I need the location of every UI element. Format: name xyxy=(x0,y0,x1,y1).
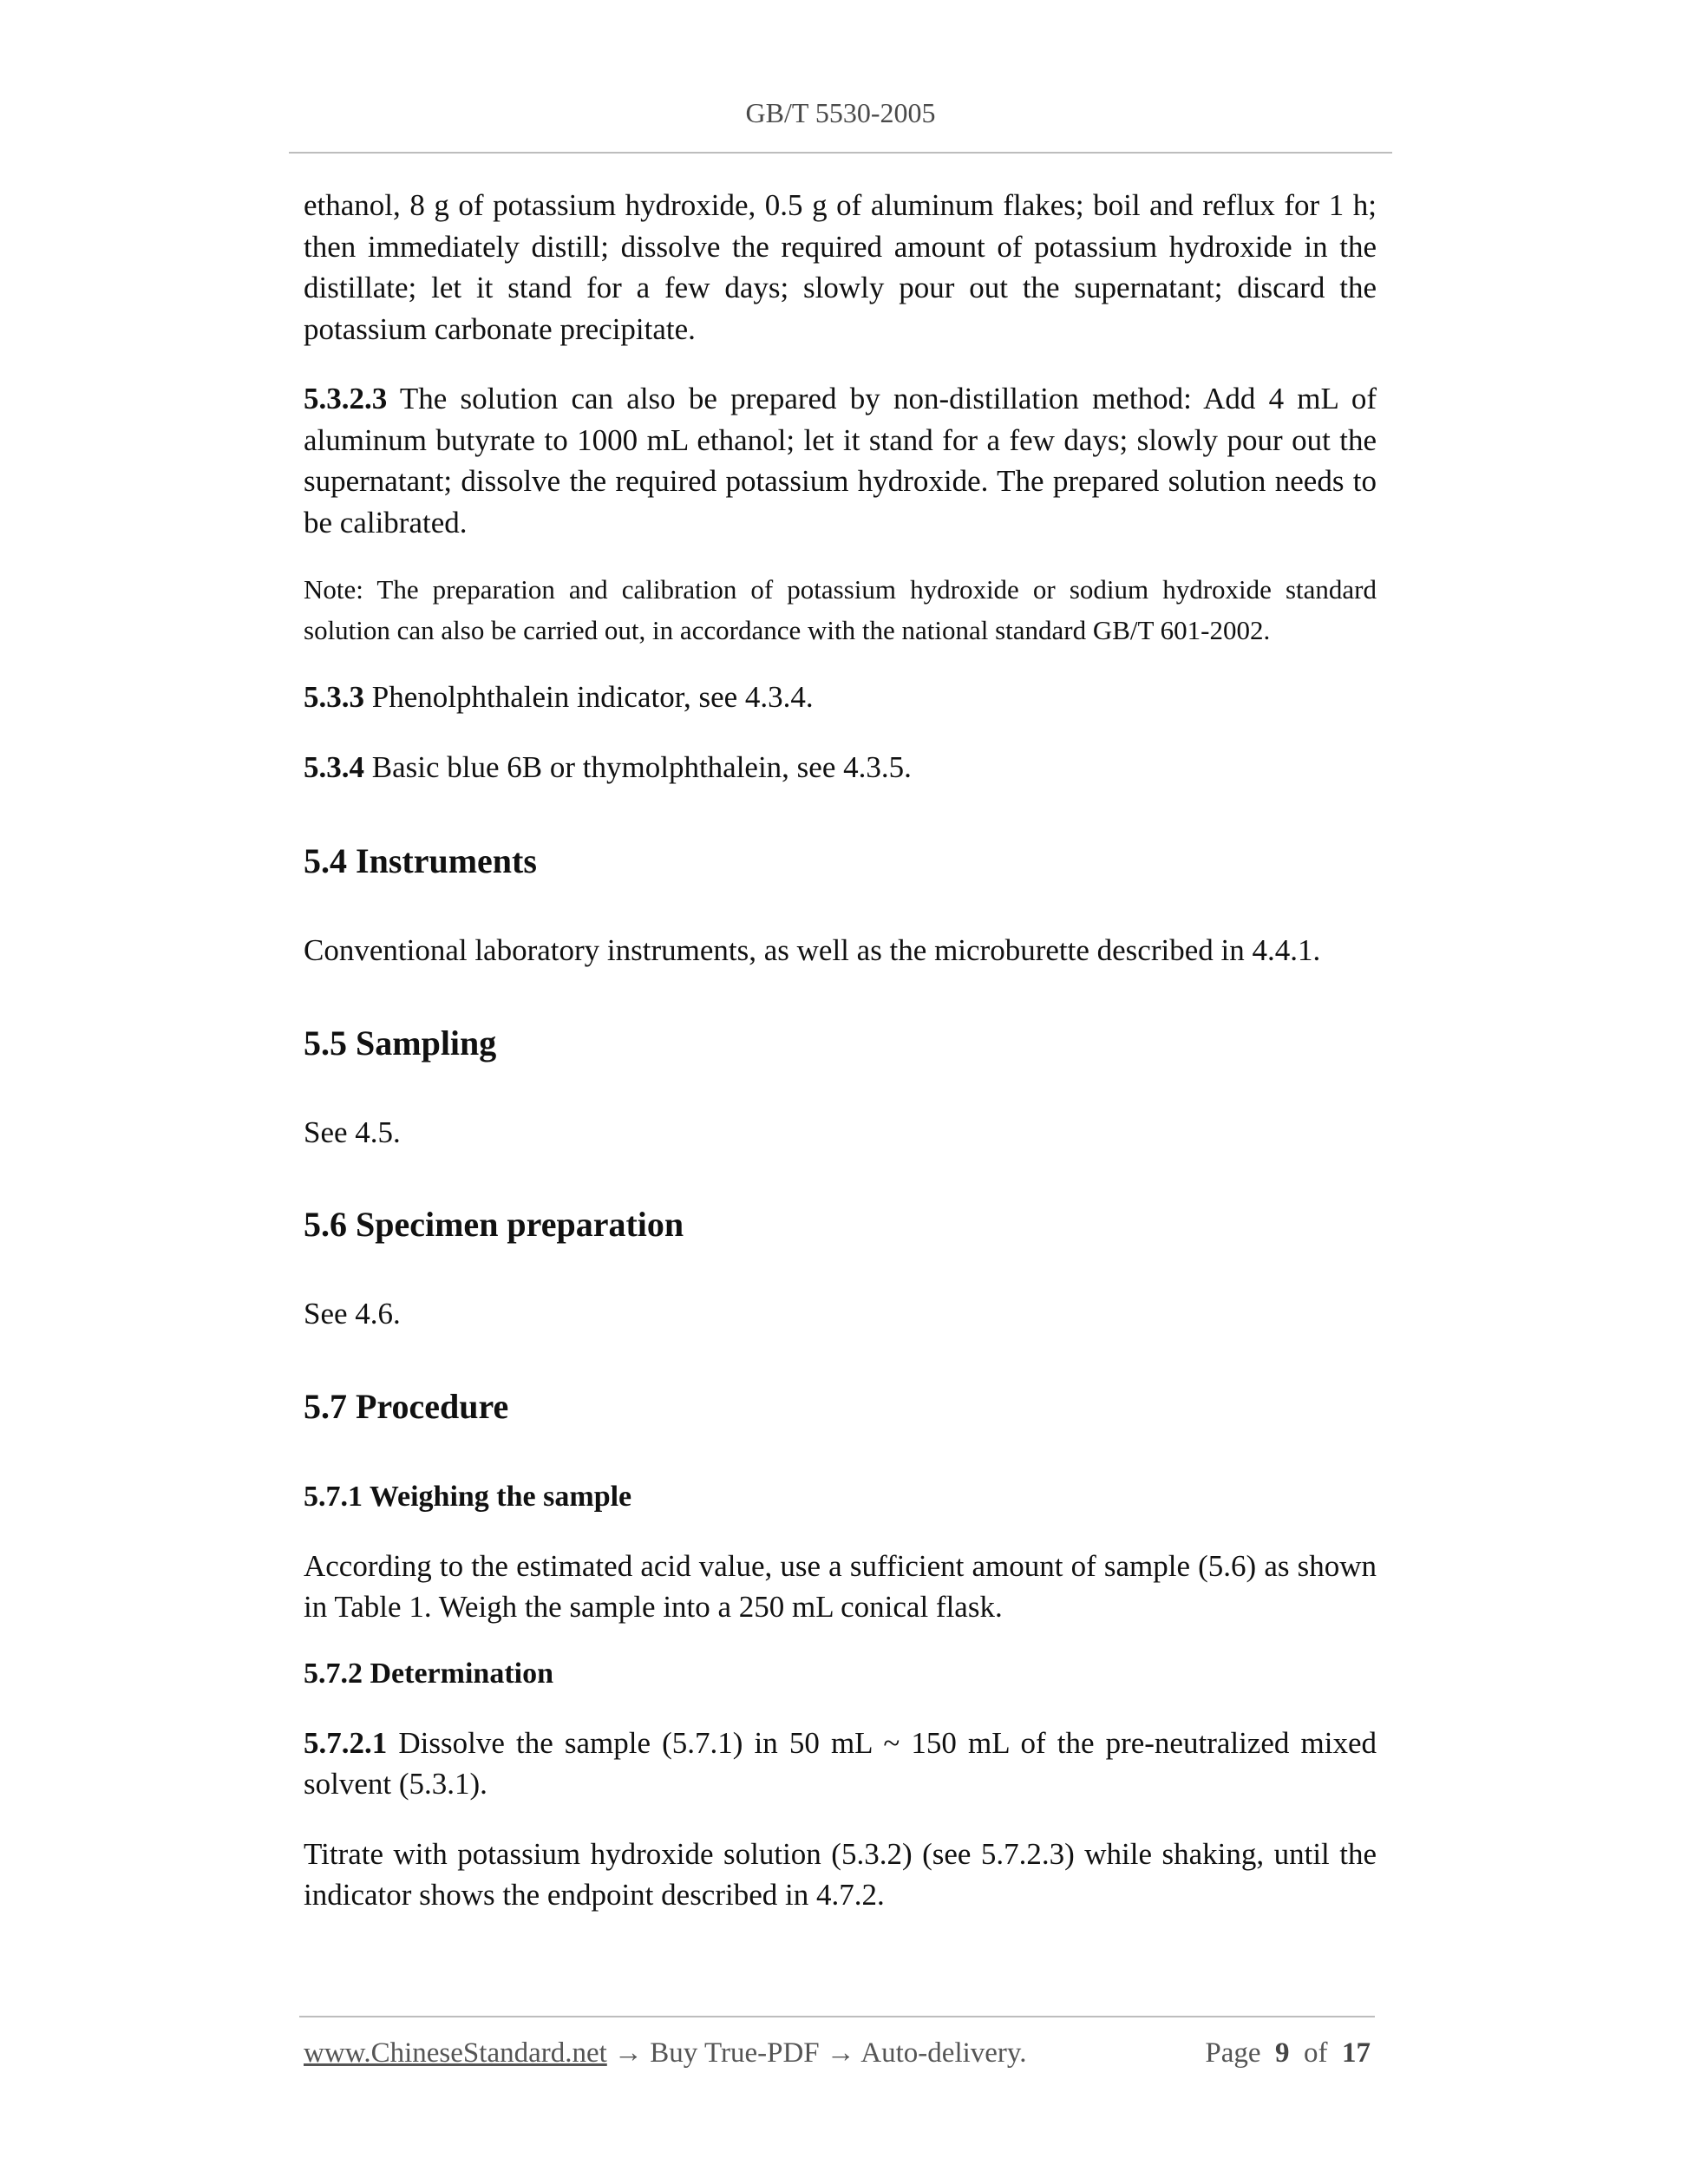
paragraph-instruments: Conventional laboratory instruments, as well as the microburette described in 4.4.1. xyxy=(304,933,1321,967)
section-heading-5-7: 5.7 Procedure xyxy=(304,1386,509,1426)
section-heading-5-4: 5.4 Instruments xyxy=(304,841,537,880)
website-link[interactable]: www.ChineseStandard.net xyxy=(304,2037,607,2069)
header-divider xyxy=(289,152,1392,154)
subsection-heading-5-7-2: 5.7.2 Determination xyxy=(304,1657,554,1690)
paragraph-titrate: Titrate with potassium hydroxide solution (5.3.2) (see 5.7.2.3) while shaking, until the indicator shows the endpoint described in 4.7.2. xyxy=(304,1836,1377,1912)
subsection-heading-5-7-1: 5.7.1 Weighing the sample xyxy=(304,1480,632,1513)
clause-text: Phenolphthalein indicator, see 4.3.4. xyxy=(364,680,814,714)
footer-left xyxy=(304,2033,1027,2073)
section-heading-5-6: 5.6 Specimen preparation xyxy=(304,1205,684,1244)
clause-number: 5.3.2.3 xyxy=(304,382,388,415)
clause-number: 5.3.3 xyxy=(304,680,364,714)
total-pages-number: 17 xyxy=(1342,2037,1371,2069)
paragraph-sampling: See 4.5. xyxy=(304,1115,401,1149)
clause-5-3-4 xyxy=(304,747,1377,788)
paragraph-continuation: ethanol, 8 g of potassium hydroxide, 0.5 g of aluminum flakes; boil and reflux for 1 h; then immediately distill; dissolve the required amount of potassium hydroxide in the distillate; let it stand for a few days; slowly pour out the supernatant; discard the potassium carbonate precipitate. xyxy=(304,188,1377,346)
section-heading-5-5: 5.5 Sampling xyxy=(304,1023,497,1063)
clause-text: Dissolve the sample (5.7.1) in 50 mL ~ 150 mL of the pre-neutralized mixed solvent (5.3.1). xyxy=(304,1725,1377,1801)
document-body xyxy=(304,185,1377,1916)
footer-promo-text: → Buy True-PDF → Auto-delivery. xyxy=(606,2037,1027,2069)
paragraph-specimen: See 4.6. xyxy=(304,1297,401,1331)
clause-text: The solution can also be prepared by non-distillation method: Add 4 mL of aluminum butyrate to 1000 mL ethanol; let it stand for a few days; slowly pour out the supernatant; dissolve the required potassium hydroxide. The prepared solution needs to be calibrated. xyxy=(304,382,1377,539)
clause-number: 5.3.4 xyxy=(304,749,364,784)
clause-5-3-2-3 xyxy=(304,378,1377,543)
current-page-number: 9 xyxy=(1275,2037,1290,2069)
footer-divider xyxy=(299,2016,1375,2017)
clause-number: 5.7.2.1 xyxy=(304,1725,388,1760)
page-header-title: GB/T 5530-2005 xyxy=(745,97,936,128)
clause-text: Basic blue 6B or thymolphthalein, see 4.3.5. xyxy=(364,749,912,784)
clause-5-7-2-1 xyxy=(304,1723,1377,1805)
clause-5-3-3 xyxy=(304,677,1377,718)
page-indicator: Page 9 of 17 xyxy=(1205,2037,1371,2069)
note-paragraph: Note: The preparation and calibration of potassium hydroxide or sodium hydroxide standard solution can also be carried out, in accordance with the national standard GB/T 601-2002. xyxy=(304,574,1377,645)
paragraph-weighing: According to the estimated acid value, use a sufficient amount of sample (5.6) as shown in Table 1. Weigh the sample into a 250 mL conical flask. xyxy=(304,1548,1377,1624)
